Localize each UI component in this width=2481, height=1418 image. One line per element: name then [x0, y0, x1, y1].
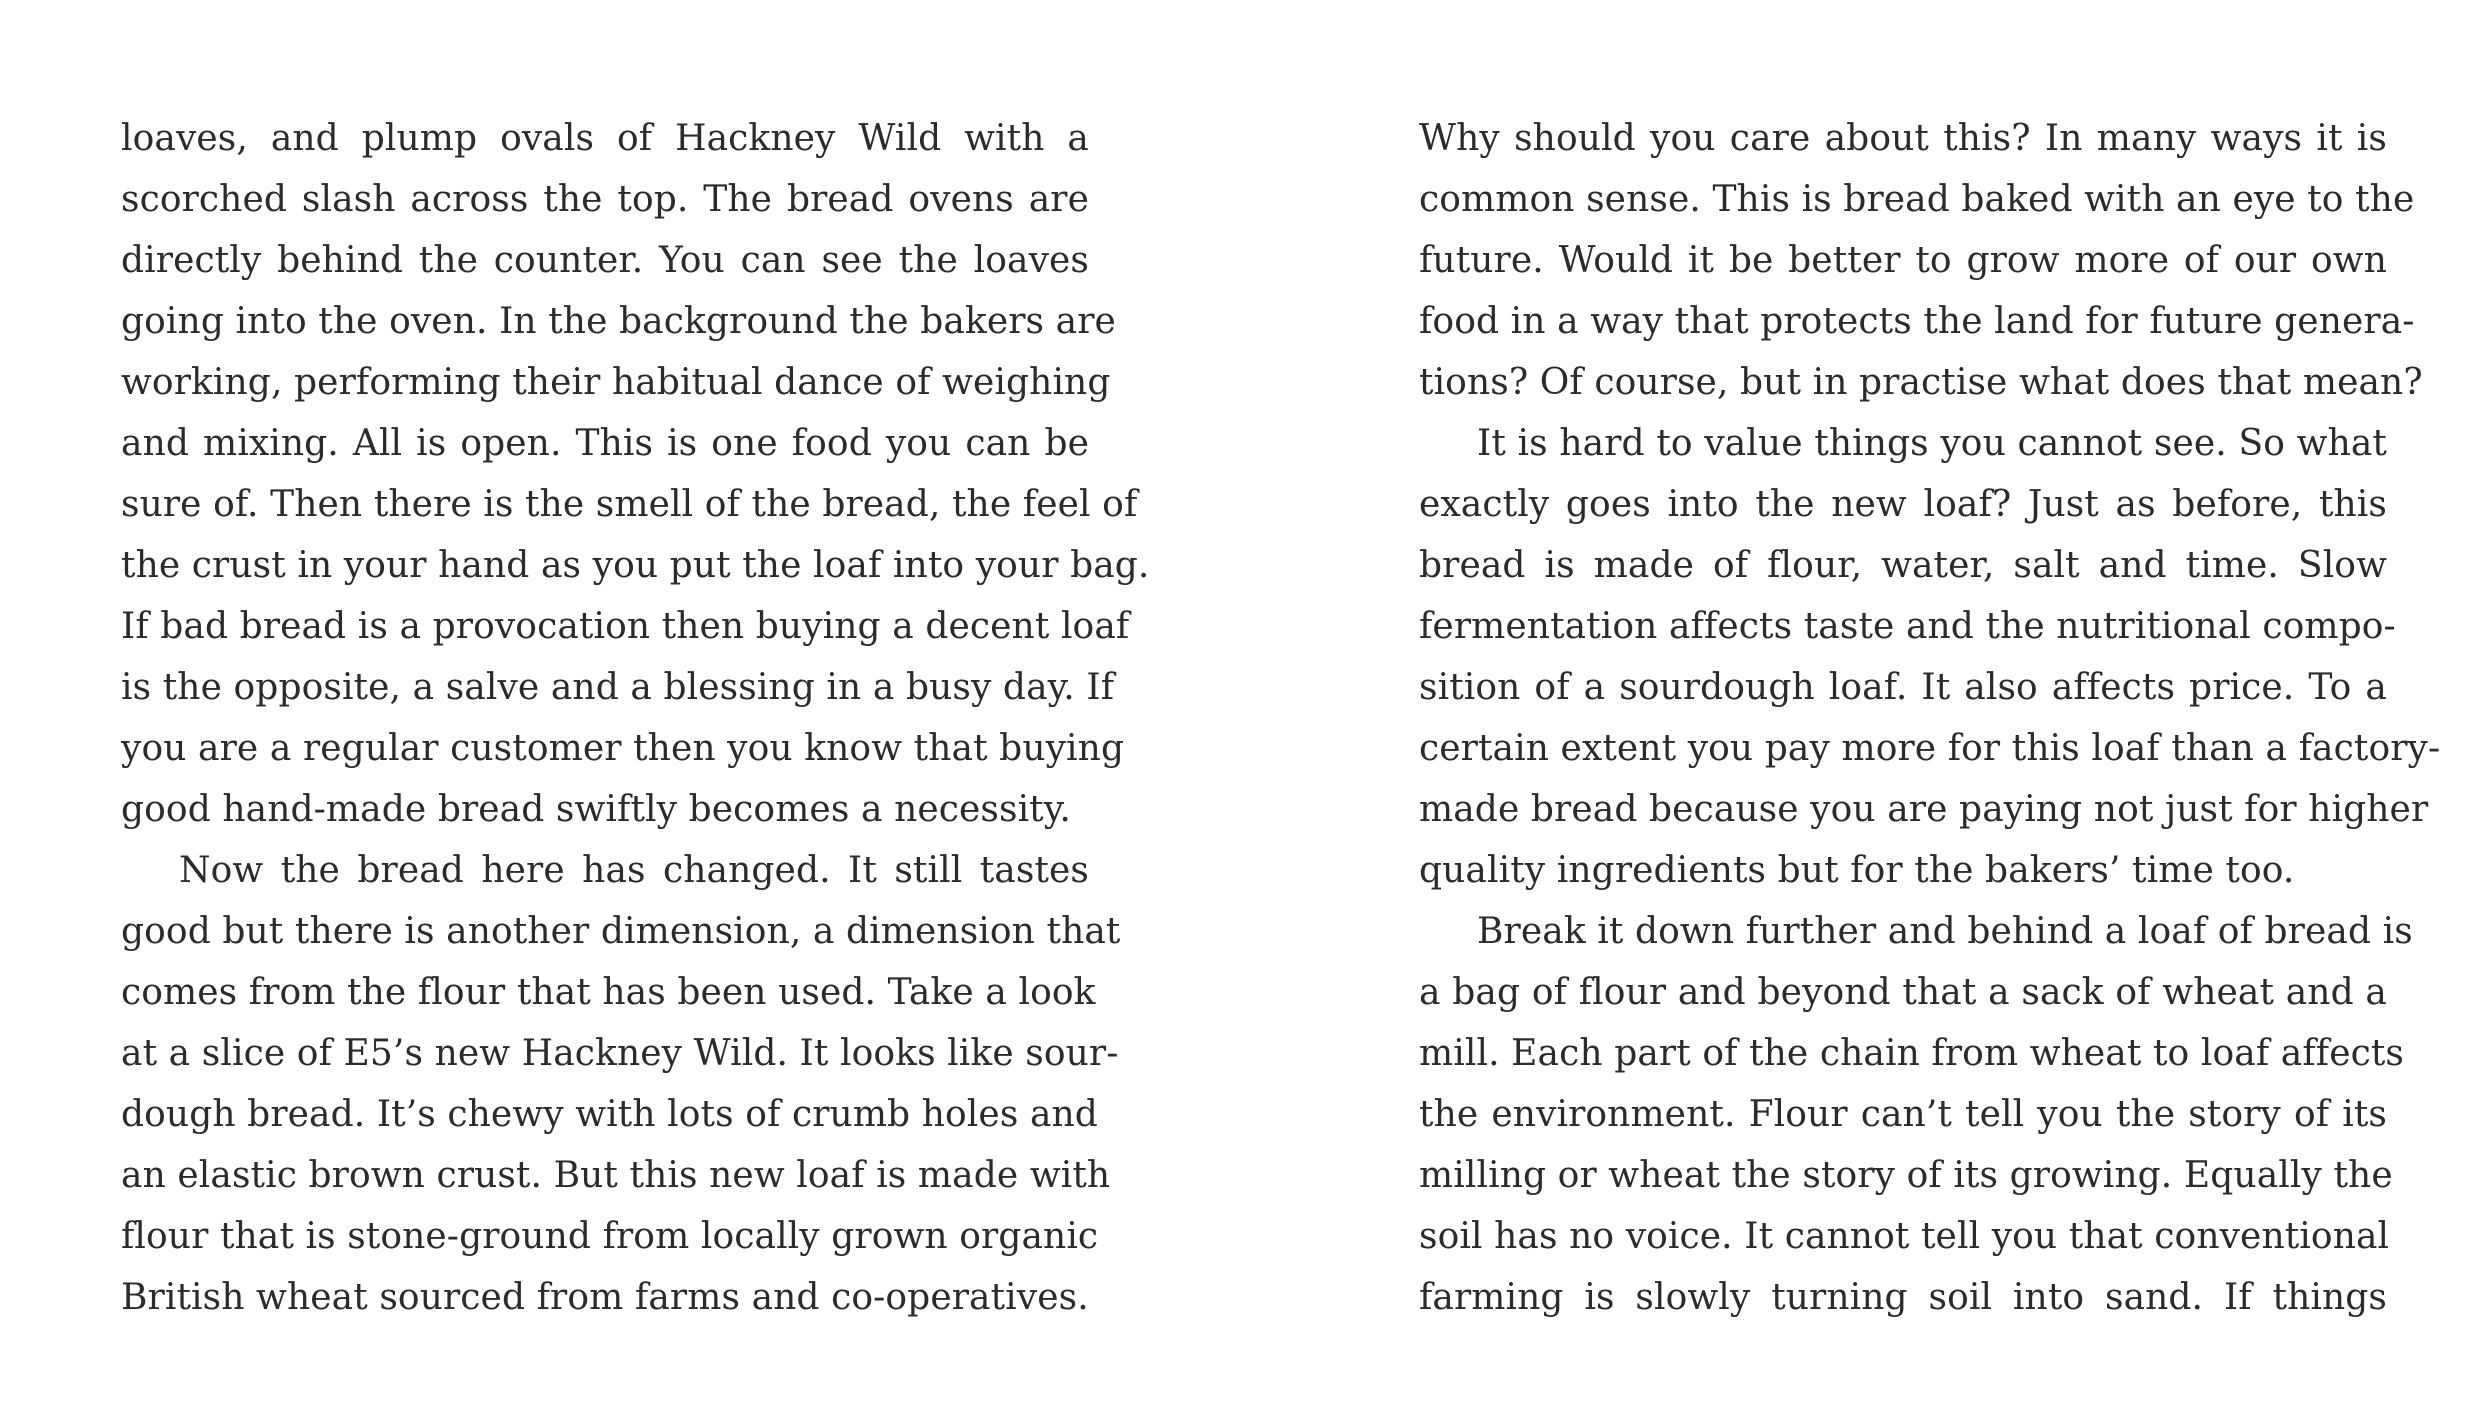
text-line: working, performing their habitual dance of weighing: [121, 362, 1111, 403]
text-line: comes from the flour that has been used. Take a look: [121, 972, 1096, 1013]
text-line: and mixing. All is open. This is one food you can be: [121, 423, 1089, 464]
text-line: at a slice of E5’s new Hackney Wild. It looks like sour-: [121, 1033, 1119, 1074]
paragraph-end-line: good hand-made bread swiftly becomes a necessity.: [121, 789, 1071, 830]
paragraph-end-line: quality ingredients but for the bakers’ time too.: [1419, 850, 2295, 891]
text-line: common sense. This is bread baked with an eye to the: [1419, 179, 2415, 220]
text-line: future. Would it be better to grow more of our own: [1419, 240, 2387, 281]
text-line: going into the oven. In the background the bakers are: [121, 301, 1116, 342]
text-line: If bad bread is a provocation then buying a decent loaf: [121, 606, 1130, 647]
text-line: made bread because you are paying not just for higher: [1419, 789, 2429, 830]
text-line: sure of. Then there is the smell of the bread, the feel of: [121, 484, 1138, 525]
paragraph-start-line: It is hard to value things you cannot see. So what: [1477, 423, 2387, 464]
text-line: soil has no voice. It cannot tell you that conventional: [1419, 1216, 2390, 1257]
left-page: [121, 108, 1150, 1328]
text-line: directly behind the counter. You can see the loaves: [121, 240, 1089, 281]
text-line: an elastic brown crust. But this new loaf is made with: [121, 1155, 1111, 1196]
paragraph-end-line: British wheat sourced from farms and co-operatives.: [121, 1277, 1089, 1318]
text-line: certain extent you pay more for this loaf than a factory-: [1419, 728, 2441, 769]
text-line: good but there is another dimension, a dimension that: [121, 911, 1121, 952]
right-page: [1419, 108, 2441, 1328]
text-line: mill. Each part of the chain from wheat to loaf affects: [1419, 1033, 2405, 1074]
text-line: the environment. Flour can’t tell you the story of its: [1419, 1094, 2387, 1135]
text-line: is the opposite, a salve and a blessing in a busy day. If: [121, 667, 1115, 708]
text-line: farming is slowly turning soil into sand. If things: [1419, 1277, 2387, 1318]
text-line: exactly goes into the new loaf? Just as before, this: [1419, 484, 2387, 525]
paragraph-start-line: Break it down further and behind a loaf of bread is: [1477, 911, 2413, 952]
text-line: the crust in your hand as you put the loaf into your bag.: [121, 545, 1150, 586]
text-line: flour that is stone-ground from locally grown organic: [121, 1216, 1099, 1257]
text-line: fermentation affects taste and the nutritional compo-: [1419, 606, 2396, 647]
text-line: milling or wheat the story of its growing. Equally the: [1419, 1155, 2393, 1196]
text-line: food in a way that protects the land for future genera-: [1419, 301, 2415, 342]
text-line: loaves, and plump ovals of Hackney Wild with a: [121, 118, 1089, 159]
text-line: sition of a sourdough loaf. It also affects price. To a: [1419, 667, 2387, 708]
text-line: a bag of flour and beyond that a sack of wheat and a: [1419, 972, 2387, 1013]
text-line: Why should you care about this? In many ways it is: [1419, 118, 2387, 159]
text-line: bread is made of flour, water, salt and time. Slow: [1419, 545, 2387, 586]
paragraph-start-line: Now the bread here has changed. It still tastes: [179, 850, 1089, 891]
text-line: dough bread. It’s chewy with lots of crumb holes and: [121, 1094, 1098, 1135]
text-line: you are a regular customer then you know that buying: [121, 728, 1125, 769]
text-line: tions? Of course, but in practise what does that mean?: [1419, 362, 2423, 403]
text-line: scorched slash across the top. The bread ovens are: [121, 179, 1089, 220]
